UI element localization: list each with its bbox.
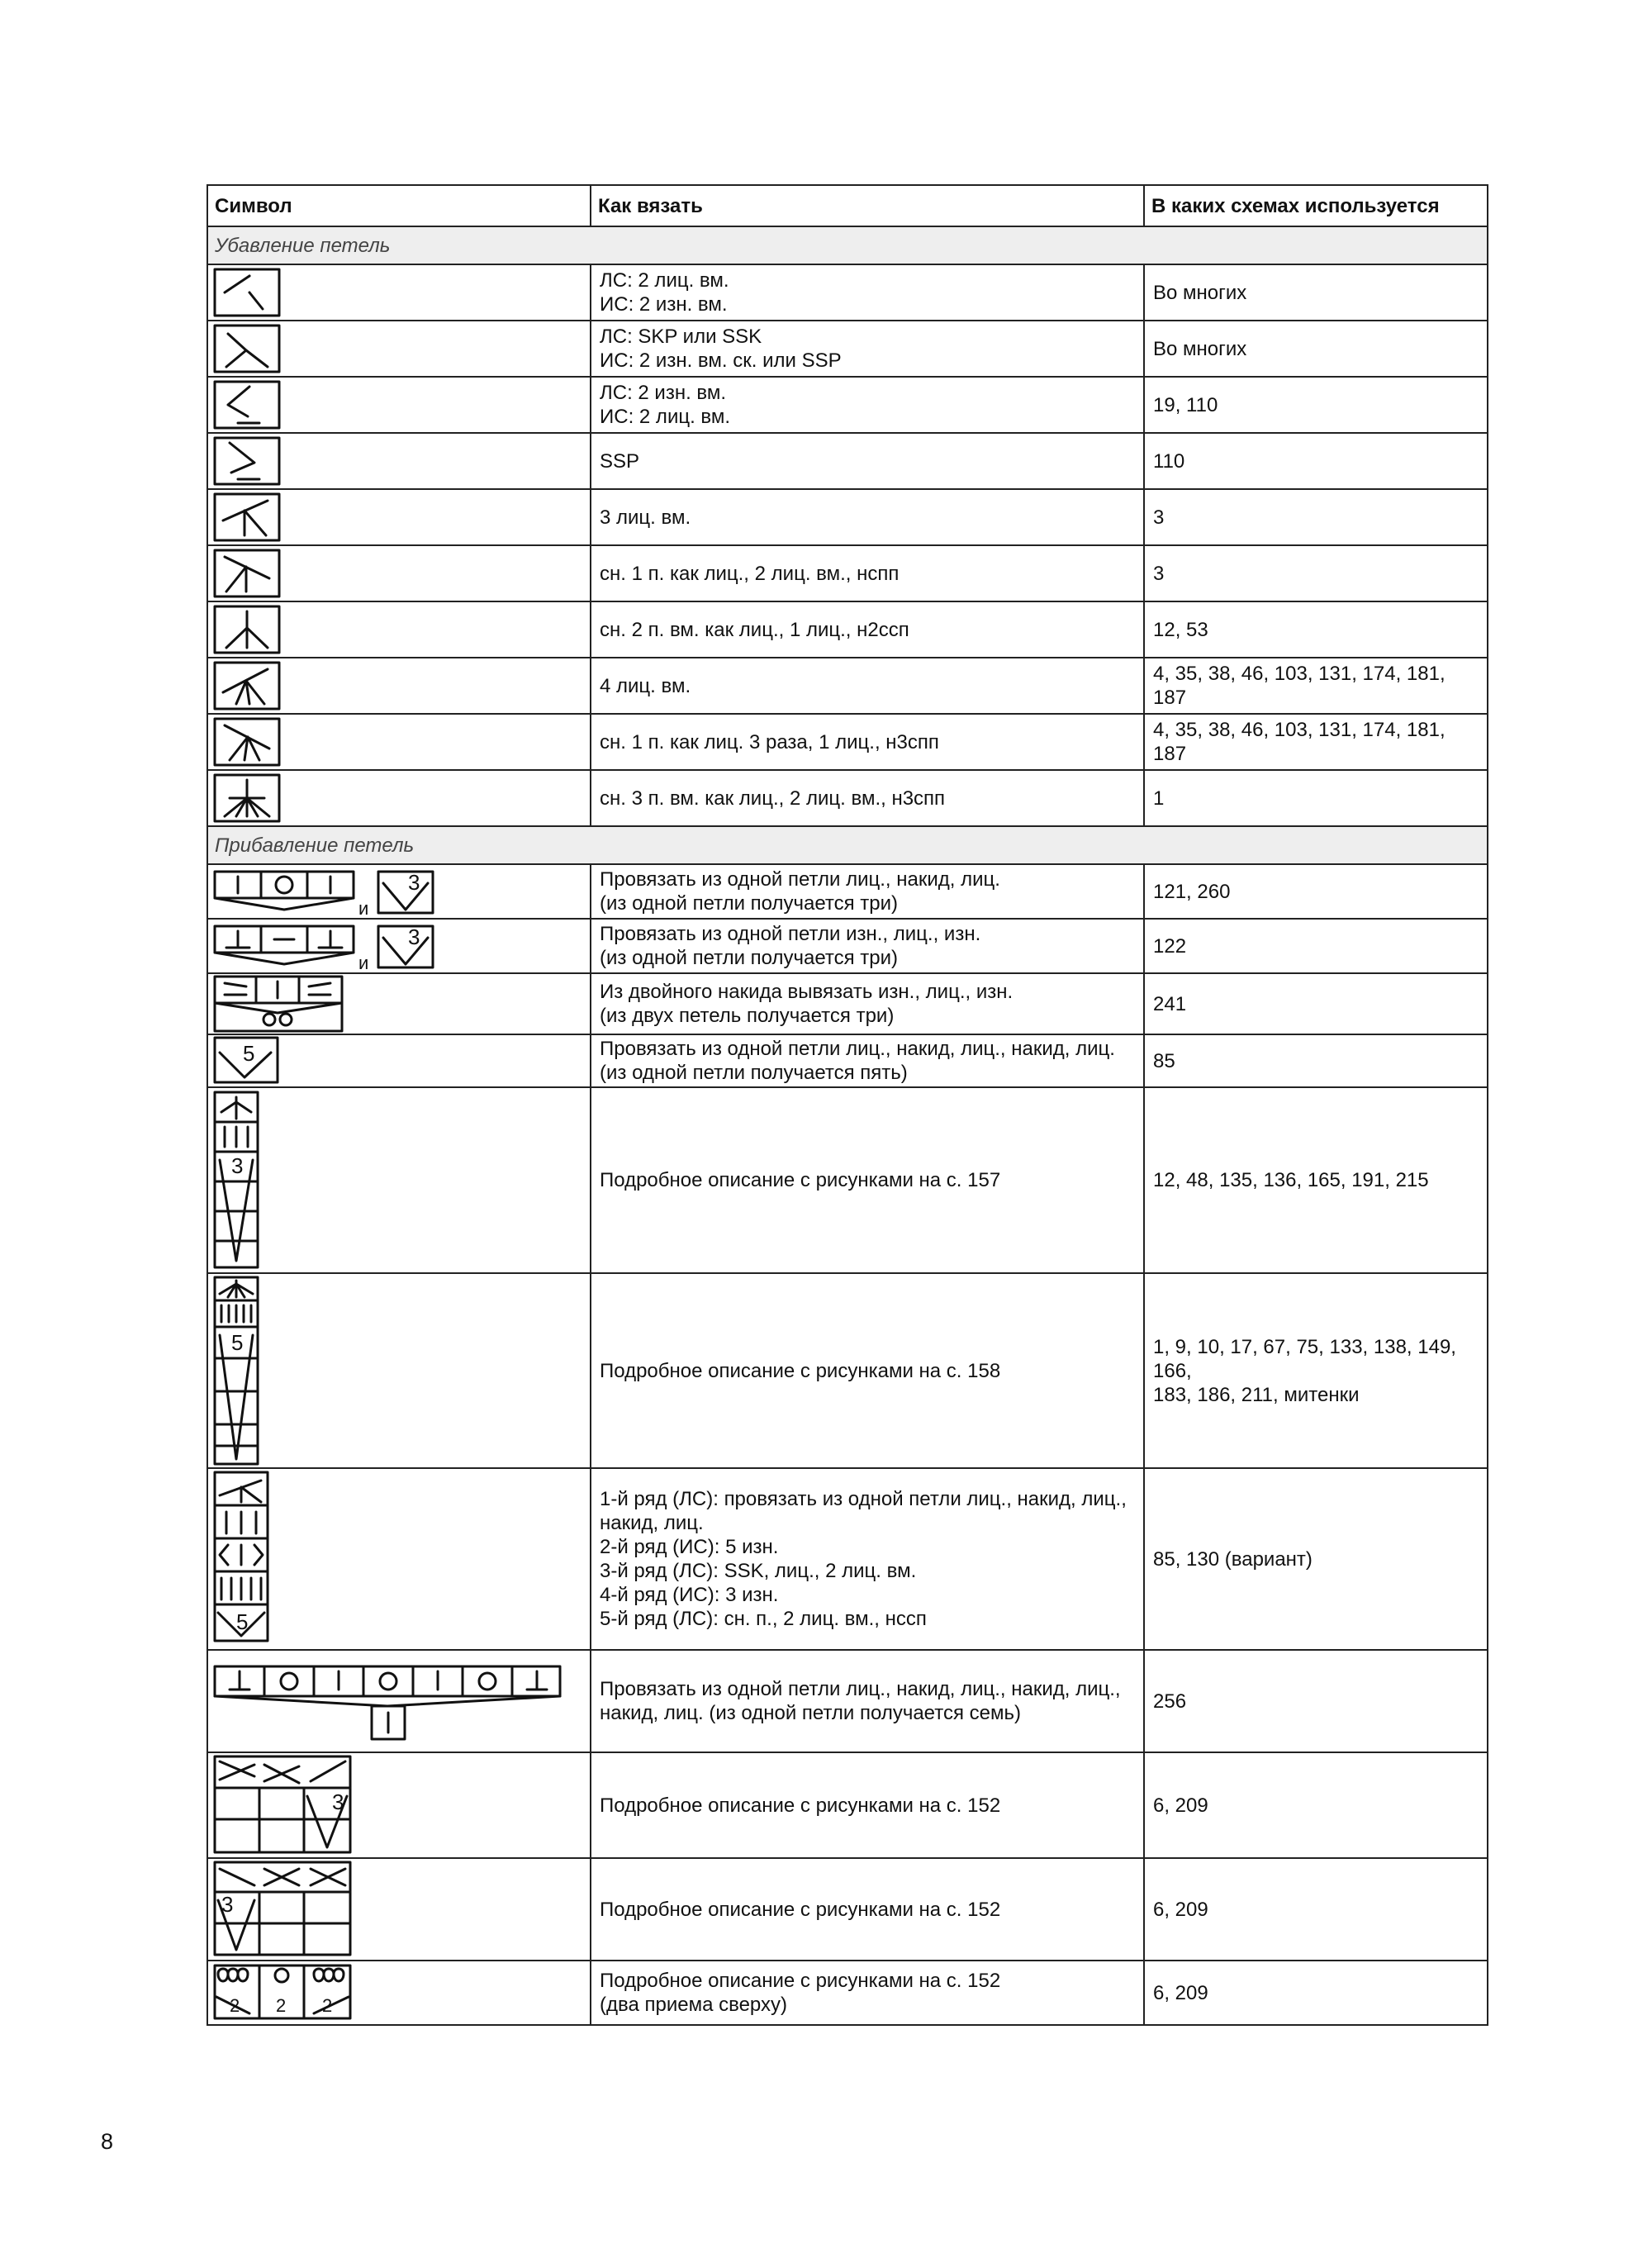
p-k-p-increase-icon bbox=[213, 921, 436, 971]
how-cell: сн. 1 п. как лиц., 2 лиц. вм., нспп bbox=[591, 545, 1144, 601]
header-used: В каких схемах используется bbox=[1144, 185, 1488, 226]
symbol-cell bbox=[207, 1273, 591, 1468]
symbol-cell bbox=[207, 601, 591, 658]
symbol-cell bbox=[207, 545, 591, 601]
how-cell: ЛС: 2 лиц. вм. ИС: 2 изн. вм. bbox=[591, 264, 1144, 321]
used-cell: 256 bbox=[1144, 1650, 1488, 1752]
how-cell: сн. 2 п. вм. как лиц., 1 лиц., н2ссп bbox=[591, 601, 1144, 658]
symbol-cell bbox=[207, 864, 591, 919]
symbol-cell bbox=[207, 1034, 591, 1087]
svg-text:3: 3 bbox=[332, 1790, 344, 1814]
svg-text:5: 5 bbox=[231, 1330, 244, 1355]
how-cell: 3 лиц. вм. bbox=[591, 489, 1144, 545]
svg-text:3: 3 bbox=[231, 1153, 244, 1178]
used-cell: 12, 48, 135, 136, 165, 191, 215 bbox=[1144, 1087, 1488, 1273]
table-row bbox=[207, 545, 1488, 601]
how-cell: Провязать из одной петли лиц., накид, лиц., накид, лиц., накид, лиц. (из одной петли получается семь) bbox=[591, 1650, 1144, 1752]
cross-increase-right-icon bbox=[213, 1755, 355, 1856]
symbol-cell bbox=[207, 489, 591, 545]
conjunction-and: и bbox=[358, 953, 369, 973]
symbol-cell bbox=[207, 321, 591, 377]
table-row bbox=[207, 973, 1488, 1034]
symbol-cell bbox=[207, 1752, 591, 1858]
how-cell: Подробное описание с рисунками на с. 152 bbox=[591, 1752, 1144, 1858]
symbol-cell bbox=[207, 714, 591, 770]
svg-text:3: 3 bbox=[408, 924, 420, 949]
svg-text:3: 3 bbox=[408, 870, 420, 895]
table-row bbox=[207, 1650, 1488, 1752]
sk2p-icon bbox=[213, 549, 281, 598]
table-row bbox=[207, 489, 1488, 545]
how-cell: Подробное описание с рисунками на с. 152 bbox=[591, 1858, 1144, 1961]
five-from-one-icon bbox=[213, 1036, 281, 1086]
svg-text:5: 5 bbox=[236, 1609, 249, 1634]
svg-text:3: 3 bbox=[221, 1892, 234, 1917]
table-row bbox=[207, 1961, 1488, 2025]
ssp-icon bbox=[213, 436, 281, 486]
how-cell: ЛС: 2 изн. вм. ИС: 2 лиц. вм. bbox=[591, 377, 1144, 433]
seven-from-one-icon bbox=[213, 1660, 568, 1742]
k3tog-icon bbox=[213, 492, 281, 542]
bobble-rows-chart-icon bbox=[213, 1471, 279, 1647]
used-cell: 6, 209 bbox=[1144, 1858, 1488, 1961]
symbol-cell bbox=[207, 658, 591, 714]
double-yo-increase-icon bbox=[213, 975, 345, 1033]
used-cell: 4, 35, 38, 46, 103, 131, 174, 181, 187 bbox=[1144, 658, 1488, 714]
used-cell: 85 bbox=[1144, 1034, 1488, 1087]
section-decreases: Убавление петель bbox=[207, 226, 1488, 264]
svg-text:5: 5 bbox=[243, 1041, 255, 1066]
how-cell: Провязать из одной петли изн., лиц., изн. (из одной петли получается три) bbox=[591, 919, 1144, 973]
symbol-cell bbox=[207, 973, 591, 1034]
how-cell: Подробное описание с рисунками на с. 158 bbox=[591, 1273, 1144, 1468]
svg-text:2: 2 bbox=[276, 1995, 287, 2016]
section-row bbox=[207, 826, 1488, 864]
used-cell: 1, 9, 10, 17, 67, 75, 133, 138, 149, 166, 183, 186, 211, митенки bbox=[1144, 1273, 1488, 1468]
used-cell: 110 bbox=[1144, 433, 1488, 489]
symbol-cell bbox=[207, 1961, 591, 2025]
p2tog-icon bbox=[213, 380, 281, 430]
table-row bbox=[207, 433, 1488, 489]
how-cell: Из двойного накида вывязать изн., лиц., изн. (из двух петель получается три) bbox=[591, 973, 1144, 1034]
used-cell: 3 bbox=[1144, 545, 1488, 601]
section-row bbox=[207, 226, 1488, 264]
table-row bbox=[207, 770, 1488, 826]
centered-double-decrease-icon bbox=[213, 605, 281, 654]
svg-text:2: 2 bbox=[230, 1995, 240, 2016]
symbol-cell bbox=[207, 377, 591, 433]
how-cell: сн. 1 п. как лиц. 3 раза, 1 лиц., н3спп bbox=[591, 714, 1144, 770]
used-cell: 3 bbox=[1144, 489, 1488, 545]
table-row bbox=[207, 377, 1488, 433]
how-cell: Провязать из одной петли лиц., накид, лиц., накид, лиц. (из одной петли получается пять) bbox=[591, 1034, 1144, 1087]
used-cell: 19, 110 bbox=[1144, 377, 1488, 433]
table-row bbox=[207, 1087, 1488, 1273]
used-cell: 122 bbox=[1144, 919, 1488, 973]
how-cell: Подробное описание с рисунками на с. 157 bbox=[591, 1087, 1144, 1273]
how-cell: 4 лиц. вм. bbox=[591, 658, 1144, 714]
how-cell: Подробное описание с рисунками на с. 152 (два приема сверху) bbox=[591, 1961, 1144, 2025]
symbol-cell bbox=[207, 264, 591, 321]
ssk-icon bbox=[213, 324, 281, 373]
table-row bbox=[207, 1468, 1488, 1650]
table-row bbox=[207, 1034, 1488, 1087]
used-cell: 1 bbox=[1144, 770, 1488, 826]
table-row bbox=[207, 1858, 1488, 1961]
symbol-cell bbox=[207, 919, 591, 973]
sl1-k3-psso-icon bbox=[213, 717, 281, 767]
svg-text:2: 2 bbox=[322, 1995, 333, 2016]
table-row bbox=[207, 919, 1488, 973]
sl3-k2tog-p3sso-icon bbox=[213, 773, 281, 823]
how-cell: SSP bbox=[591, 433, 1144, 489]
how-cell: Провязать из одной петли лиц., накид, лиц. (из одной петли получается три) bbox=[591, 864, 1144, 919]
used-cell: 121, 260 bbox=[1144, 864, 1488, 919]
symbol-cell bbox=[207, 770, 591, 826]
cross-increase-left-icon bbox=[213, 1861, 355, 1958]
conjunction-and: и bbox=[358, 898, 369, 919]
bobble-3-chart-icon bbox=[213, 1091, 263, 1271]
how-cell: 1-й ряд (ЛС): провязать из одной петли лиц., накид, лиц., накид, лиц. 2-й ряд (ИС): 5 изн. 3-й ряд (ЛС): SSK, лиц., 2 лиц. вм. 4-й ряд (ИС): 3 изн. 5-й ряд (ЛС): сн. п., 2 лиц. вм., нссп bbox=[591, 1468, 1144, 1650]
table-row bbox=[207, 714, 1488, 770]
symbol-cell bbox=[207, 433, 591, 489]
page-number: 8 bbox=[101, 2129, 114, 2154]
table-row bbox=[207, 1273, 1488, 1468]
used-cell: 4, 35, 38, 46, 103, 131, 174, 181, 187 bbox=[1144, 714, 1488, 770]
used-cell: Во многих bbox=[1144, 321, 1488, 377]
header-how: Как вязать bbox=[591, 185, 1144, 226]
table-row bbox=[207, 321, 1488, 377]
symbol-cell bbox=[207, 1468, 591, 1650]
symbol-cell bbox=[207, 1087, 591, 1273]
how-cell: ЛС: SKP или SSK ИС: 2 изн. вм. ск. или SSP bbox=[591, 321, 1144, 377]
table-row bbox=[207, 601, 1488, 658]
table-header-row bbox=[207, 185, 1488, 226]
symbol-cell bbox=[207, 1650, 591, 1752]
used-cell: 241 bbox=[1144, 973, 1488, 1034]
table-row bbox=[207, 264, 1488, 321]
k-yo-k-increase-icon bbox=[213, 867, 436, 916]
symbol-cell bbox=[207, 1858, 591, 1961]
symbol-legend-table bbox=[206, 184, 1488, 2026]
used-cell: 6, 209 bbox=[1144, 1961, 1488, 2025]
used-cell: 85, 130 (вариант) bbox=[1144, 1468, 1488, 1650]
section-increases: Прибавление петель bbox=[207, 826, 1488, 864]
k2tog-icon bbox=[213, 268, 281, 317]
how-cell: сн. 3 п. вм. как лиц., 2 лиц. вм., н3спп bbox=[591, 770, 1144, 826]
header-symbol: Символ bbox=[207, 185, 591, 226]
table-row bbox=[207, 658, 1488, 714]
table-row bbox=[207, 864, 1488, 919]
table-row bbox=[207, 1752, 1488, 1858]
bobble-5-chart-icon bbox=[213, 1276, 263, 1466]
used-cell: 6, 209 bbox=[1144, 1752, 1488, 1858]
wrapped-stitches-icon bbox=[213, 1964, 355, 2022]
used-cell: 12, 53 bbox=[1144, 601, 1488, 658]
used-cell: Во многих bbox=[1144, 264, 1488, 321]
k4tog-icon bbox=[213, 661, 281, 711]
